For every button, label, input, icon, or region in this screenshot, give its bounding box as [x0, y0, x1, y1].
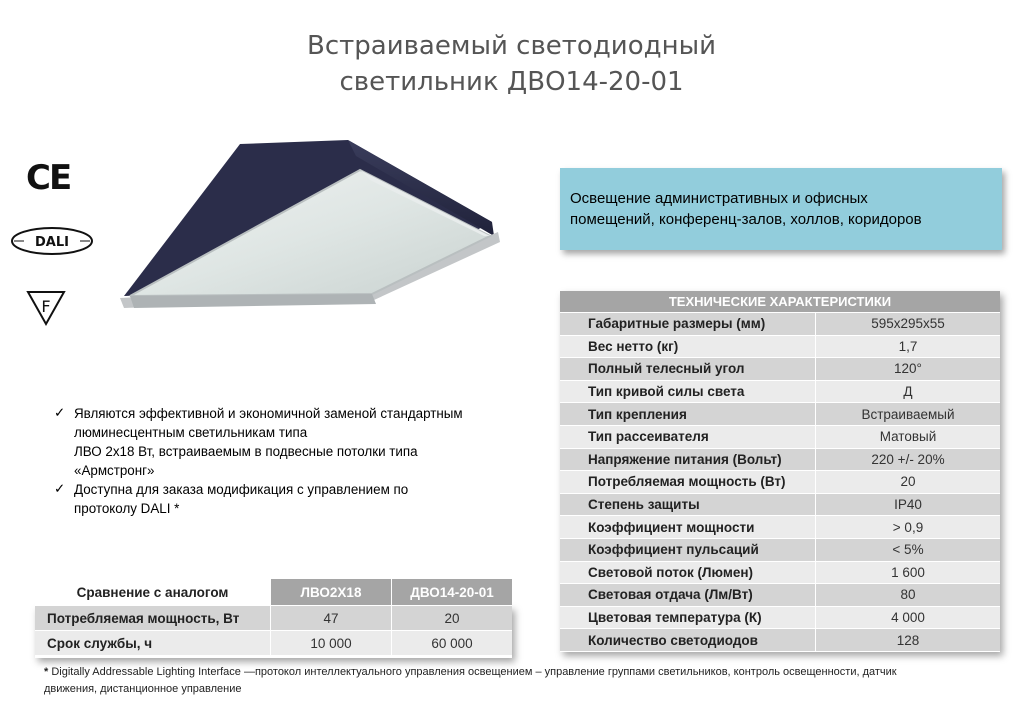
feature-text-line: Являются эффективной и экономичной заменой стандартным [74, 406, 463, 421]
spec-value: 595х295х55 [815, 313, 1000, 336]
comparison-value-product: 60 000 [391, 631, 512, 656]
usage-line-2: помещений, конференц-залов, холлов, коридоров [570, 211, 922, 228]
table-row [35, 631, 512, 656]
spec-value: 220 +/- 20% [815, 449, 1000, 472]
spec-name: Коэффициент пульсаций [560, 539, 815, 562]
title-line-2: светильник ДВО14-20-01 [339, 67, 684, 97]
table-row [560, 381, 1000, 404]
spec-value: 1,7 [815, 336, 1000, 359]
comparison-col-analog: ЛВО2Х18 [270, 579, 391, 606]
spec-name: Степень защиты [560, 494, 815, 517]
feature-text-line: «Армстронг» [74, 463, 155, 478]
spec-name: Световой поток (Люмен) [560, 562, 815, 585]
table-row [560, 494, 1000, 517]
spec-name: Коэффициент мощности [560, 516, 815, 539]
spec-value: 80 [815, 584, 1000, 607]
footnote [44, 664, 1004, 698]
spec-name: Полный телесный угол [560, 358, 815, 381]
table-row [560, 449, 1000, 472]
table-row [560, 539, 1000, 562]
spec-value: < 5% [815, 539, 1000, 562]
title-line-1: Встраиваемый светодиодный [306, 31, 717, 61]
spec-name: Количество светодиодов [560, 629, 815, 652]
spec-value: Матовый [815, 426, 1000, 449]
table-row [560, 313, 1000, 336]
spec-value: Встраиваемый [815, 403, 1000, 426]
table-row [560, 629, 1000, 652]
spec-name: Вес нетто (кг) [560, 336, 815, 359]
usage-line-1: Освещение административных и офисных [570, 190, 868, 207]
comparison-value-product: 20 [391, 606, 512, 631]
table-row [560, 471, 1000, 494]
table-row [560, 336, 1000, 359]
feature-item [54, 404, 514, 480]
f-mark-icon [26, 288, 66, 333]
spec-value: 1 600 [815, 562, 1000, 585]
usage-description-box [560, 168, 1002, 250]
table-row [560, 426, 1000, 449]
footnote-star: * [44, 666, 49, 678]
footnote-line-1 [44, 664, 1004, 681]
feature-text-line: люминесцентным светильникам типа [74, 425, 308, 440]
table-row [35, 606, 512, 631]
checkmark-icon: ✓ [54, 482, 66, 497]
spec-value: 4 000 [815, 607, 1000, 630]
checkmark-icon: ✓ [54, 406, 66, 421]
spec-name: Тип кривой силы света [560, 381, 815, 404]
svg-text:DALI: DALI [35, 235, 69, 250]
spec-name: Тип крепления [560, 403, 815, 426]
dali-logo-icon [10, 226, 94, 261]
spec-name: Габаритные размеры (мм) [560, 313, 815, 336]
spec-name: Цветовая температура (К) [560, 607, 815, 630]
spec-value: 20 [815, 471, 1000, 494]
spec-value: > 0,9 [815, 516, 1000, 539]
feature-list [54, 404, 514, 518]
feature-text-line: протоколу DALI * [74, 501, 180, 516]
svg-text:F: F [41, 297, 51, 316]
specs-table [560, 291, 1000, 652]
spec-name: Тип рассеивателя [560, 426, 815, 449]
comparison-param: Срок службы, ч [35, 631, 270, 656]
spec-name: Световая отдача (Лм/Вт) [560, 584, 815, 607]
spec-name: Напряжение питания (Вольт) [560, 449, 815, 472]
feature-text-line: Доступна для заказа модификация с управлением по [74, 482, 409, 497]
footnote-text: Digitally Addressable Lighting Interface —протокол интеллектуального управления освещением – управление группами светильников, контроль освещенности, датчик [48, 666, 897, 678]
feature-item [54, 480, 514, 518]
spec-value: 128 [815, 629, 1000, 652]
specs-table-header: ТЕХНИЧЕСКИЕ ХАРАКТЕРИСТИКИ [560, 291, 1000, 313]
comparison-value-analog: 47 [270, 606, 391, 631]
feature-text-line: ЛВО 2х18 Вт, встраиваемым в подвесные потолки типа [74, 444, 418, 459]
luminaire-image [112, 136, 502, 353]
spec-value: 120° [815, 358, 1000, 381]
table-row [560, 516, 1000, 539]
table-row [560, 562, 1000, 585]
comparison-value-analog: 10 000 [270, 631, 391, 656]
comparison-col-product: ДВО14-20-01 [391, 579, 512, 606]
table-row [560, 584, 1000, 607]
comparison-param: Потребляемая мощность, Вт [35, 606, 270, 631]
table-row [560, 403, 1000, 426]
comparison-table [35, 579, 512, 656]
page-title [0, 28, 1023, 100]
table-row [560, 607, 1000, 630]
table-row [560, 358, 1000, 381]
spec-value: Д [815, 381, 1000, 404]
comparison-label: Сравнение с аналогом [35, 579, 270, 606]
spec-value: IP40 [815, 494, 1000, 517]
spec-name: Потребляемая мощность (Вт) [560, 471, 815, 494]
footnote-line-2: движения, дистанционное управление [44, 683, 242, 695]
ce-mark-icon: CE [26, 158, 71, 198]
